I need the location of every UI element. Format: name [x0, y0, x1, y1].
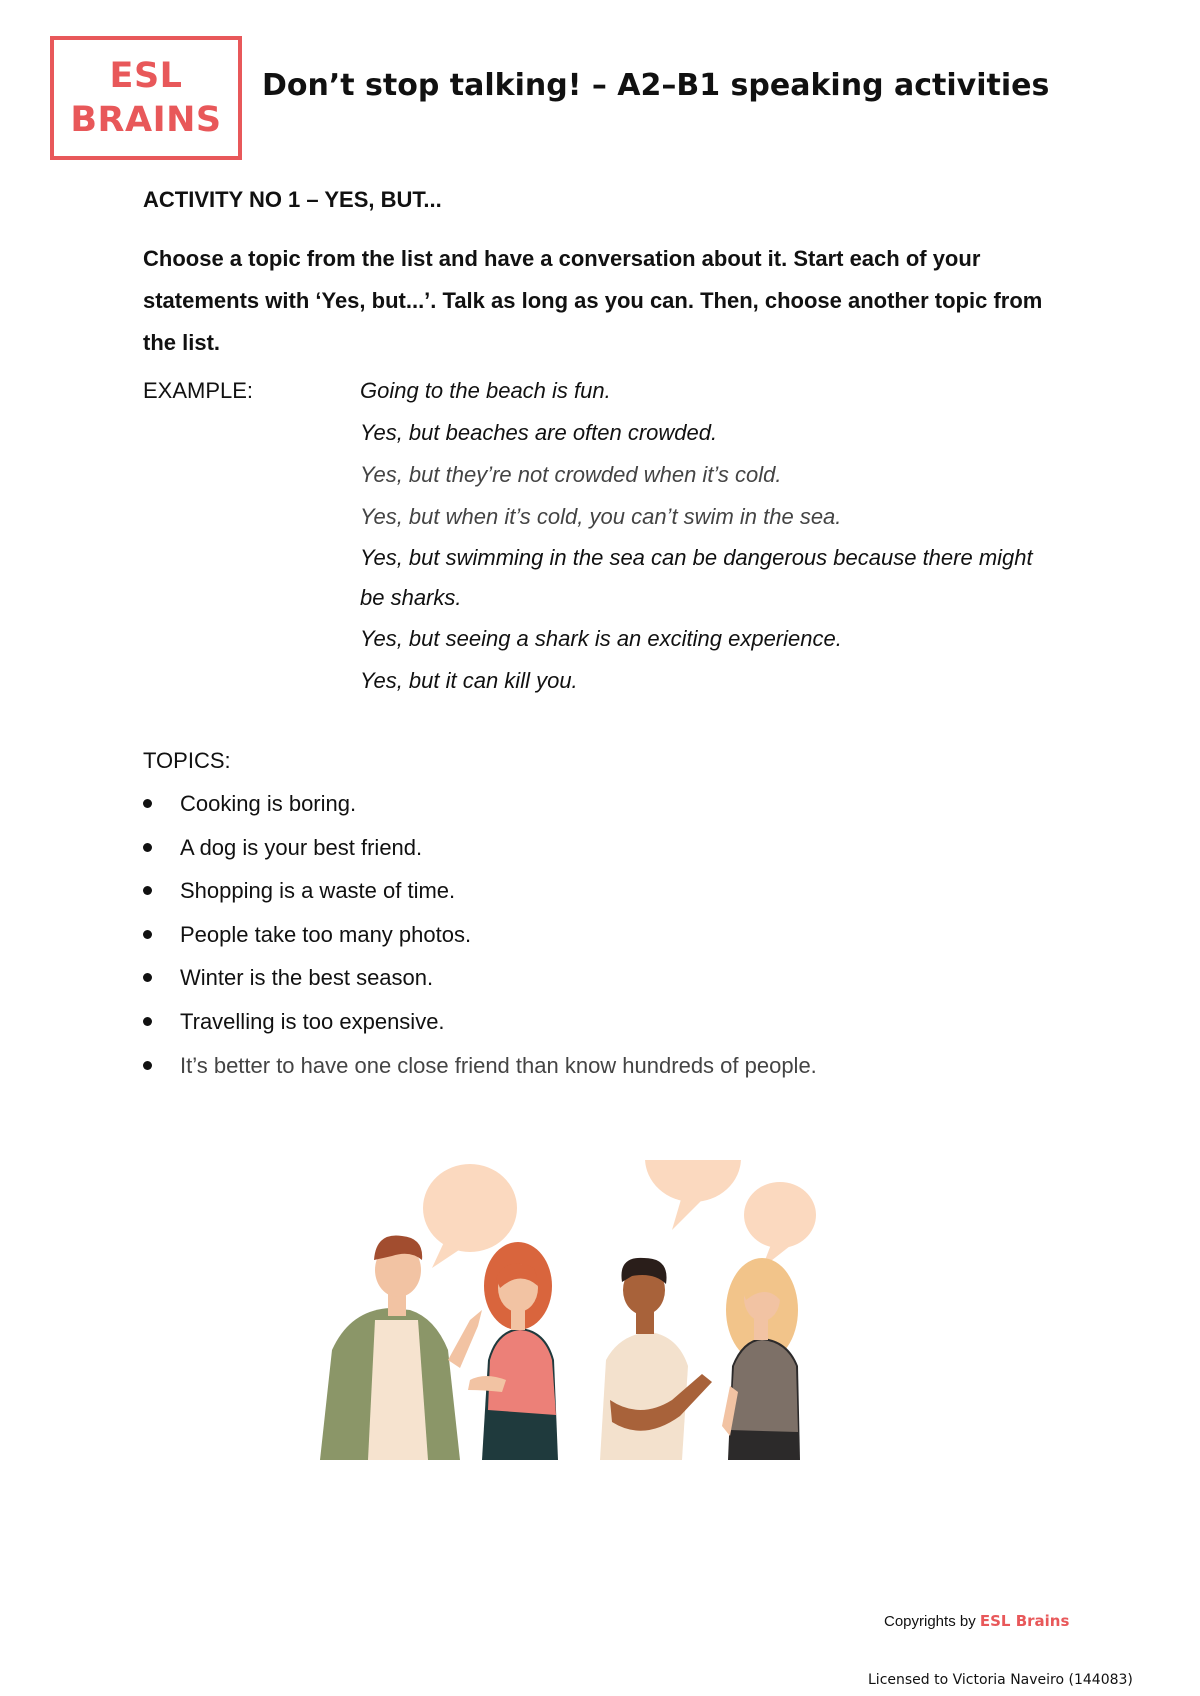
bullet-icon — [143, 1017, 152, 1026]
example-line: Yes, but when it’s cold, you can’t swim in the sea. — [360, 504, 842, 529]
logo-line-1: ESL — [109, 56, 183, 96]
esl-brains-logo — [50, 36, 242, 160]
topic-item — [143, 869, 817, 913]
bullet-icon — [143, 973, 152, 982]
topic-text: People take too many photos. — [180, 921, 472, 947]
example-line: Going to the beach is fun. — [360, 378, 611, 403]
example-line: Yes, but swimming in the sea can be dangerous because there might be sharks. — [360, 545, 1033, 610]
copyright-prefix: Copyrights by — [884, 1613, 980, 1630]
person-woman-red-hair — [468, 1242, 558, 1460]
example-line: Yes, but beaches are often crowded. — [360, 420, 718, 445]
topics-list — [143, 782, 817, 1087]
bullet-icon — [143, 886, 152, 895]
logo-line-2: BRAINS — [70, 100, 222, 140]
copyright-notice — [884, 1612, 1069, 1630]
bullet-icon — [143, 843, 152, 852]
person-woman-blonde — [722, 1258, 800, 1460]
activity-heading: ACTIVITY NO 1 – YES, BUT... — [143, 187, 442, 212]
topic-item — [143, 782, 817, 826]
license-notice: Licensed to Victoria Naveiro (144083) — [868, 1672, 1133, 1688]
topic-text: It’s better to have one close friend than know hundreds of people. — [180, 1052, 817, 1078]
bullet-icon — [143, 1061, 152, 1070]
topic-item — [143, 1000, 817, 1044]
example-line: Yes, but it can kill you. — [360, 668, 578, 693]
copyright-brand: ESL Brains — [979, 1612, 1070, 1630]
topic-text: A dog is your best friend. — [180, 834, 423, 860]
activity-instructions: Choose a topic from the list and have a conversation about it. Start each of your statements with ‘Yes, but...’. Talk as long as you can. Then, choose another topic from the list. — [143, 246, 1043, 355]
bullet-icon — [143, 930, 152, 939]
topic-item — [143, 956, 817, 1000]
bullet-icon — [143, 799, 152, 808]
person-man-beige-shirt — [600, 1258, 712, 1460]
topics-label: TOPICS: — [143, 748, 231, 773]
topic-text: Shopping is a waste of time. — [180, 878, 456, 904]
topic-text: Cooking is boring. — [180, 791, 357, 816]
topic-item — [143, 826, 817, 870]
example-label: EXAMPLE: — [143, 378, 254, 403]
example-line: Yes, but they’re not crowded when it’s cold. — [360, 462, 782, 487]
example-line: Yes, but seeing a shark is an exciting experience. — [360, 626, 842, 651]
topic-item — [143, 913, 817, 957]
topic-text: Travelling is too expensive. — [180, 1008, 445, 1034]
topic-text: Winter is the best season. — [180, 965, 434, 991]
topic-item — [143, 1044, 817, 1088]
document-title: Don’t stop talking! – A2–B1 speaking activities — [262, 68, 1050, 103]
people-talking-illustration — [310, 1160, 900, 1460]
example-dialogue — [360, 370, 1060, 702]
person-man-green-jacket — [320, 1236, 482, 1461]
speech-bubbles — [423, 1160, 816, 1268]
